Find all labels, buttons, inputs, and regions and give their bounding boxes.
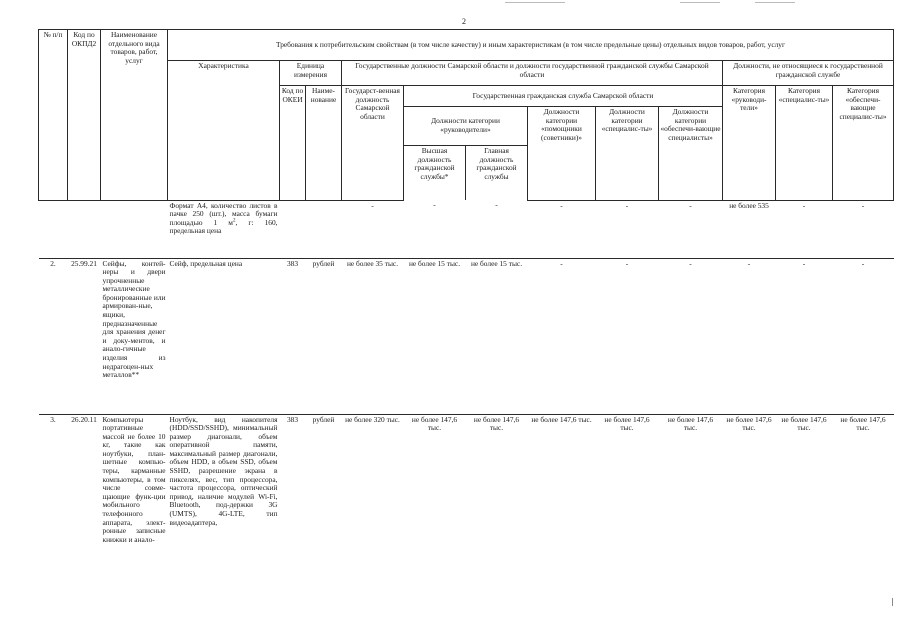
header-non-civil: Должности, не относящиеся к государственной гражданской службе: [723, 61, 894, 86]
header-main: Главная должность гражданской службы: [466, 146, 528, 201]
header-gov-post-region: Государст-венная должность Самарской области: [342, 86, 404, 201]
value-support: -: [689, 258, 692, 268]
row-name: Компьютеры портативные массой не более 10 кг, такие как ноутбуки, план-шетные компью-теры, карманные компьютеры, в том числе совме-щающие функ-ции мобильного телефонного аппарата, элект-ронные записные книжки и анало-: [102, 414, 166, 544]
row-characteristic: Сейф, предельная цена: [169, 258, 243, 268]
header-assistants: Должности категории «помощники (советники)»: [528, 107, 596, 201]
header-unit-code: Код по ОКЕИ: [280, 86, 306, 201]
value-gov: -: [371, 200, 374, 210]
row-code: [68, 200, 101, 258]
requirements-table: [38, 29, 894, 604]
value-specialists: не более 147,6 тыс.: [604, 414, 650, 433]
header-gov-posts: Государственные должности Самарской области и должности государственной гражданской службы Самарской области: [342, 61, 723, 86]
header-unit: Единица измерения: [280, 61, 342, 86]
value-nc-managers: не более 147,6 тыс.: [726, 414, 772, 433]
value-nc-specialists: -: [802, 258, 806, 268]
value-nc-specialists: -: [802, 200, 806, 210]
row-name: Сейфы, контей-неры и двери упрочненные металлические бронированные или армирован-ные, ящики, предназначенные для хранения денег и доку-ментов, и анало-гичные изделия из недрагоцен-ных металлов**: [102, 258, 166, 380]
value-gov: не более 320 тыс.: [345, 414, 400, 424]
value-nc-support: -: [861, 258, 865, 268]
value-nc-support: -: [861, 200, 865, 210]
row-okei: [280, 200, 306, 258]
row-num: [39, 200, 68, 258]
header-requirements: Требования к потребительским свойствам (в том числе качеству) и иным характеристикам (в том числе предельные цены) отдельных видов товаров, работ, услуг: [168, 30, 894, 61]
value-assistants: не более 147,6 тыс.: [531, 414, 592, 424]
value-support: -: [689, 200, 692, 210]
value-specialists: -: [625, 258, 629, 268]
table-row: [39, 200, 894, 258]
value-assistants: -: [560, 258, 563, 268]
value-main: -: [495, 200, 498, 209]
scan-artifact-mark: [892, 598, 893, 606]
value-nc-specialists: не более 147,6 тыс.: [781, 414, 827, 433]
row-name: [101, 200, 168, 258]
row-characteristic: Формат А4, количество листов в пачке 250 (шт.), масса бумаги площадью 1 $м^2$, г: 160, предельная цена: [169, 200, 278, 236]
header-nc-support: Категория «обеспечи-вающие специалис-ты»: [833, 86, 894, 201]
header-highest: Высшая должность гражданской службы*: [404, 146, 466, 201]
row-code: 26.20.11: [71, 414, 97, 424]
header-characteristic: Характеристика: [168, 61, 280, 201]
row-code: 25.99.21: [71, 258, 97, 268]
value-gov: не более 35 тыс.: [346, 258, 399, 268]
value-nc-support: не более 147,6 тыс.: [840, 414, 886, 433]
header-nc-specialists: Категория «специалис-ты»: [776, 86, 833, 201]
header-specialists: Должности категории «специалис-ты»: [596, 107, 659, 201]
header-support: Должности категории «обеспечи-вающие специалисты»: [659, 107, 723, 201]
header-civil-service: Государственная гражданская служба Самарской области: [404, 86, 723, 107]
value-nc-managers: не более 535: [729, 200, 769, 210]
header-okpd2: Код по ОКПД2: [68, 30, 101, 201]
row-okei: 383: [286, 414, 299, 424]
table-row: [39, 414, 894, 604]
page-number: 2: [462, 17, 466, 26]
value-specialists: -: [625, 200, 629, 210]
row-unit: рублей: [312, 258, 335, 268]
header-nc-managers: Категория «руководи-тели»: [723, 86, 776, 201]
header-num: № п/п: [39, 30, 68, 201]
header-managers: Должности категории «руководители»: [404, 107, 527, 146]
row-unit: рублей: [312, 414, 335, 424]
header-unit-name: Наиме-нование: [306, 86, 342, 201]
header-name: Наименование отдельного вида товаров, работ, услуг: [101, 30, 168, 201]
table-row: [39, 258, 894, 414]
row-okei: 383: [286, 258, 299, 268]
value-highest: -: [433, 200, 436, 209]
row-num: 2.: [50, 258, 56, 268]
value-main: не более 15 тыс.: [470, 258, 523, 268]
row-num: 3.: [50, 414, 56, 424]
value-support: не более 147,6 тыс.: [667, 414, 714, 433]
value-assistants: -: [560, 200, 563, 210]
scan-artifact-line: [755, 2, 795, 3]
row-characteristic: Ноутбук, вид накопителя (HDD/SSD/SSHD), минимальный размер диагонали, объем оперативной памяти, максимальный размер диагонали, объем HDD, в объем SSD, объем SSHD, разрешение экрана в пикселях, вес, тип процессора, частота процессора, оптический привод, наличие модулей Wi-Fi, Bluetooth, под-держки 3G (UMTS), 4G-LTE, тип видеоадаптера,: [169, 414, 278, 527]
scan-artifact-line: [680, 2, 720, 3]
value-highest: не более 147,6 тыс.: [411, 414, 458, 433]
row-unit: [306, 200, 342, 258]
value-main: не более 147,6 тыс.: [473, 414, 520, 433]
value-nc-managers: -: [747, 258, 751, 268]
value-highest: не более 15 тыс.: [408, 258, 461, 268]
scan-artifact-line: [505, 2, 565, 3]
